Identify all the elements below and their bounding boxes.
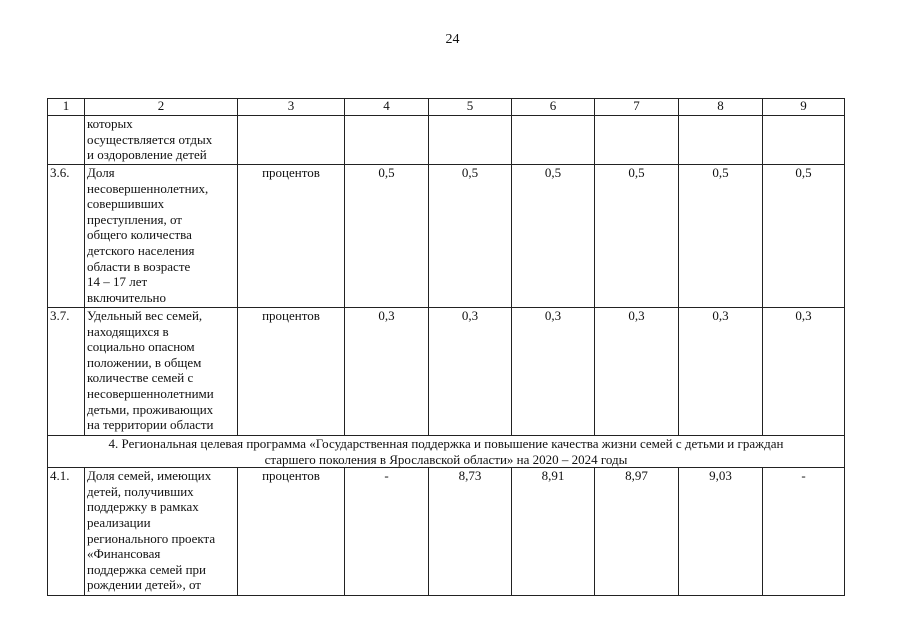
column-number-header-row bbox=[48, 99, 845, 116]
section-title-line: старшего поколения в Ярославской области» на 2020 – 2024 годы bbox=[264, 451, 628, 467]
indicator-text-line: области в возрасте bbox=[87, 258, 191, 274]
value-cell: 8,97 bbox=[595, 468, 679, 596]
indicator-text-line: и оздоровление детей bbox=[87, 147, 207, 163]
value-cell: 0,3 bbox=[345, 308, 429, 436]
header-cell: 1 bbox=[48, 99, 85, 116]
table-row-continuation bbox=[48, 116, 845, 165]
header-cell: 4 bbox=[345, 99, 429, 116]
section-4-title bbox=[48, 436, 845, 468]
header-cell: 6 bbox=[512, 99, 595, 116]
indicator-text-line: рождении детей», от bbox=[87, 577, 201, 593]
indicator-text-line: находящихся в bbox=[87, 323, 169, 339]
value-cell: - bbox=[345, 468, 429, 596]
unit-cell: процентов bbox=[238, 308, 345, 436]
indicator-name-cell bbox=[85, 116, 238, 165]
header-cell: 7 bbox=[595, 99, 679, 116]
value-cell bbox=[512, 116, 595, 165]
indicator-text-line: регионального проекта bbox=[87, 530, 216, 546]
value-cell: 0,5 bbox=[429, 165, 512, 308]
table-row-3-6 bbox=[48, 165, 845, 308]
indicator-text-line: которых bbox=[87, 116, 133, 131]
value-cell: 0,3 bbox=[679, 308, 763, 436]
value-cell: - bbox=[763, 468, 845, 596]
indicators-table bbox=[47, 98, 845, 596]
value-cell: 8,91 bbox=[512, 468, 595, 596]
indicator-text-line: включительно bbox=[87, 289, 166, 305]
header-cell: 5 bbox=[429, 99, 512, 116]
unit-cell: процентов bbox=[238, 468, 345, 596]
indicator-text-line: Доля семей, имеющих bbox=[87, 468, 212, 484]
indicator-text-line: количестве семей с bbox=[87, 370, 194, 386]
indicator-text-line: осуществляется отдых bbox=[87, 131, 213, 147]
value-cell bbox=[679, 116, 763, 165]
table-row-3-7 bbox=[48, 308, 845, 436]
value-cell: 0,5 bbox=[763, 165, 845, 308]
value-cell: 0,3 bbox=[512, 308, 595, 436]
indicator-text-line: поддержку в рамках bbox=[87, 499, 199, 515]
indicator-text-line: совершивших bbox=[87, 196, 165, 212]
header-cell: 2 bbox=[85, 99, 238, 116]
section-title-line: 4. Региональная целевая программа «Государственная поддержка и повышение качества жизни семей с детьми и граждан bbox=[108, 436, 784, 451]
unit-cell: процентов bbox=[238, 165, 345, 308]
indicator-name-cell bbox=[85, 308, 238, 436]
header-cell: 9 bbox=[763, 99, 845, 116]
indicator-name-cell bbox=[85, 165, 238, 308]
table-row-4-1 bbox=[48, 468, 845, 596]
indicator-text-line: на территории области bbox=[87, 417, 214, 433]
value-cell bbox=[595, 116, 679, 165]
row-number-cell: 3.7. bbox=[48, 308, 85, 436]
value-cell: 0,5 bbox=[512, 165, 595, 308]
header-cell: 8 bbox=[679, 99, 763, 116]
indicator-text-line: социально опасном bbox=[87, 339, 195, 355]
indicator-text-line: «Финансовая bbox=[87, 546, 161, 562]
indicator-text-line: детьми, проживающих bbox=[87, 401, 214, 417]
indicator-text-line: детского населения bbox=[87, 242, 195, 258]
value-cell: 0,5 bbox=[345, 165, 429, 308]
indicator-text-line: несовершеннолетними bbox=[87, 385, 214, 401]
unit-cell bbox=[238, 116, 345, 165]
row-number-cell: 3.6. bbox=[48, 165, 85, 308]
value-cell: 0,5 bbox=[595, 165, 679, 308]
indicator-text-line: поддержка семей при bbox=[87, 561, 207, 577]
header-cell: 3 bbox=[238, 99, 345, 116]
value-cell bbox=[429, 116, 512, 165]
indicator-name-cell bbox=[85, 468, 238, 596]
indicator-text-line: преступления, от bbox=[87, 211, 182, 227]
value-cell: 8,73 bbox=[429, 468, 512, 596]
value-cell bbox=[763, 116, 845, 165]
row-number-cell bbox=[48, 116, 85, 165]
indicator-text-line: Доля bbox=[87, 165, 115, 180]
indicator-text-line: 14 – 17 лет bbox=[87, 274, 148, 290]
value-cell: 0,3 bbox=[595, 308, 679, 436]
row-number-cell: 4.1. bbox=[48, 468, 85, 596]
indicator-text-line: общего количества bbox=[87, 227, 192, 243]
value-cell: 0,3 bbox=[763, 308, 845, 436]
value-cell: 0,3 bbox=[429, 308, 512, 436]
page-number: 24 bbox=[445, 32, 460, 47]
value-cell: 9,03 bbox=[679, 468, 763, 596]
indicator-text-line: Удельный вес семей, bbox=[87, 308, 203, 323]
value-cell: 0,5 bbox=[679, 165, 763, 308]
section-header-row bbox=[48, 436, 845, 468]
indicator-text-line: детей, получивших bbox=[87, 483, 194, 499]
indicator-text-line: несовершеннолетних, bbox=[87, 180, 209, 196]
indicator-text-line: положении, в общем bbox=[87, 354, 202, 370]
indicator-text-line: реализации bbox=[87, 514, 151, 530]
value-cell bbox=[345, 116, 429, 165]
